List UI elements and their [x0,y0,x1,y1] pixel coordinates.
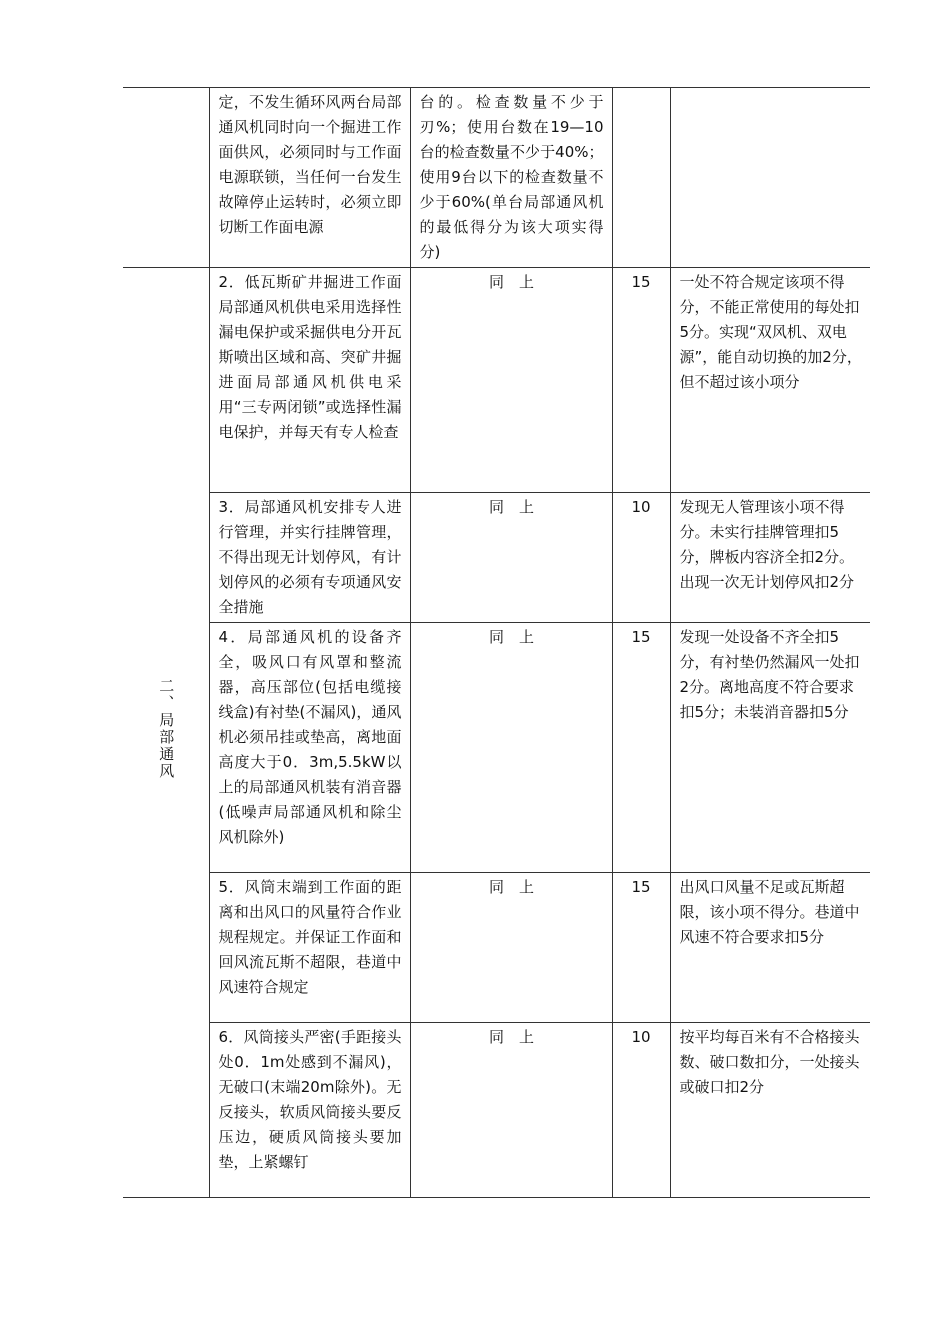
inspection-table [123,87,870,1198]
table-row [123,623,870,873]
requirement-cell: 4．局部通风机的设备齐全，吸风口有风罩和整流器，高压部位(包括电缆接线盒)有衬垫(不漏风)，通风机必须吊挂或垫高，离地面高度大于0．3m,5.5kW以上的局部通风机装有消音器(低噪声局部通风机和除尘风机除外) [209,623,410,873]
table-row [123,268,870,493]
category-cell [123,268,209,1198]
requirement-cell: 6．风筒接头严密(手距接头处0．1m处感到不漏风)，无破口(末端20m除外)。无反接头，软质风筒接头要反压边，硬质风筒接头要加垫，上紧螺钉 [209,1023,410,1198]
table-row [123,493,870,623]
standard-cell: 同 上 [410,493,612,623]
rule-cell: 发现一处设备不齐全扣5分，有衬垫仍然漏风一处扣2分。离地高度不符合要求扣5分；未装消音器扣5分 [670,623,870,873]
score-cell [612,88,670,268]
standard-cell: 同 上 [410,1023,612,1198]
table-row [123,873,870,1023]
score-cell: 10 [612,493,670,623]
score-cell: 15 [612,873,670,1023]
requirement-cell: 2．低瓦斯矿井掘进工作面局部通风机供电采用选择性漏电保护或采掘供电分开瓦斯喷出区域和高、突矿井掘进面局部通风机供电采用“三专两闭锁”或选择性漏电保护，并每天有专人检查 [209,268,410,493]
score-cell: 15 [612,623,670,873]
table-row [123,88,870,268]
standard-cell: 同 上 [410,873,612,1023]
requirement-cell: 3．局部通风机安排专人进行管理，并实行挂牌管理，不得出现无计划停风，有计划停风的必须有专项通风安全措施 [209,493,410,623]
rule-cell: 一处不符合规定该项不得分，不能正常使用的每处扣5分。实现“双风机、双电源”，能自动切换的加2分，但不超过该小项分 [670,268,870,493]
score-cell: 15 [612,268,670,493]
requirement-cell: 5．风筒末端到工作面的距离和出风口的风量符合作业规程规定。并保证工作面和回风流瓦斯不超限，巷道中风速符合规定 [209,873,410,1023]
rule-cell: 出风口风量不足或瓦斯超限，该小项不得分。巷道中风速不符合要求扣5分 [670,873,870,1023]
rule-cell: 发现无人管理该小项不得分。未实行挂牌管理扣5分，牌板内容济全扣2分。出现一次无计划停风扣2分 [670,493,870,623]
rule-cell [670,88,870,268]
category-label: 二、局部通风 [157,677,176,780]
requirement-cell: 定，不发生循环风两台局部通风机同时向一个掘进工作面供风，必须同时与工作面电源联锁，当任何一台发生故障停止运转时，必须立即切断工作面电源 [209,88,410,268]
standard-cell: 同 上 [410,268,612,493]
standard-cell: 台的。检查数量不少于刃%；使用台数在19—10台的检查数量不少于40%；使用9台以下的检查数量不少于60%(单台局部通风机的最低得分为该大项实得分) [410,88,612,268]
rule-cell: 按平均每百米有不合格接头数、破口数扣分，一处接头或破口扣2分 [670,1023,870,1198]
standard-cell: 同 上 [410,623,612,873]
score-cell: 10 [612,1023,670,1198]
table-row [123,1023,870,1198]
category-cell-blank [123,88,209,268]
